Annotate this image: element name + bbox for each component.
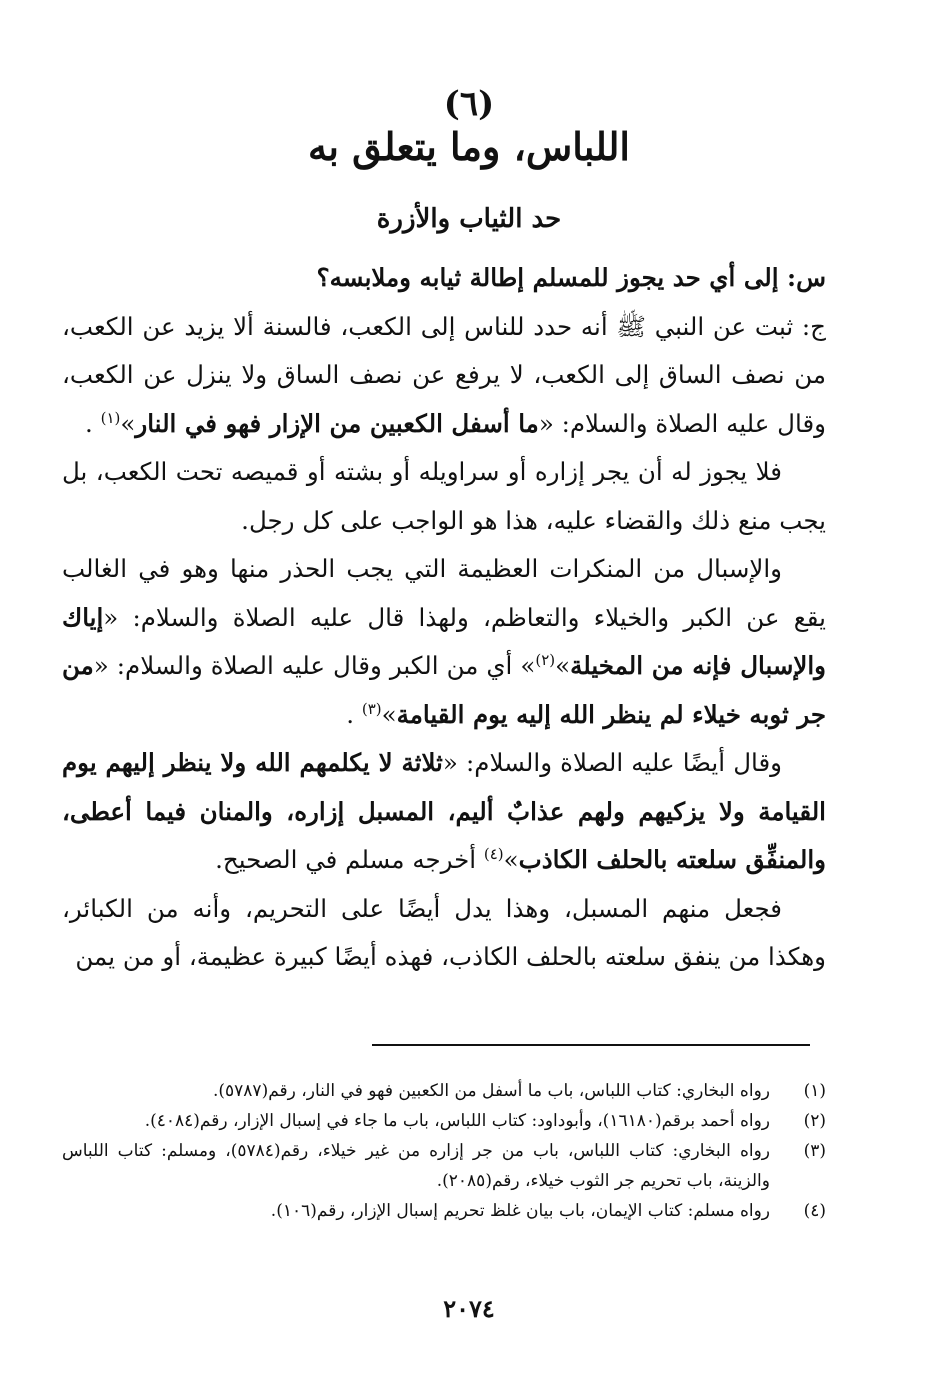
- body-text: [62, 254, 826, 982]
- footnote-text: رواه مسلم: كتاب الإيمان، باب بيان غلظ تحريم إسبال الإزار، رقم(١٠٦).: [270, 1201, 770, 1221]
- footnote-ref-2[interactable]: (٢): [535, 650, 556, 669]
- close-quote: »: [381, 699, 397, 729]
- page-number: ٢٠٧٤: [443, 1294, 495, 1323]
- close-quote: »: [555, 651, 571, 680]
- answer-paragraph-4: [62, 739, 826, 885]
- hadith-quote-2: إياك والإسبال فإنه من المخيلة: [62, 602, 826, 680]
- footnote-number: (٢): [803, 1111, 826, 1131]
- answer-text: » أي من الكبر وقال عليه الصلاة والسلام: «: [93, 651, 536, 680]
- answer-text: وقال أيضًا عليه الصلاة والسلام: «: [442, 748, 782, 777]
- footnote-ref-1[interactable]: (١): [100, 408, 121, 427]
- chapter-title: اللباس، وما يتعلق به: [308, 124, 630, 169]
- footnote-item: [62, 1106, 826, 1136]
- footnote-item: [62, 1196, 826, 1226]
- answer-paragraph-5: فجعل منهم المسبل، وهذا يدل أيضًا على التحريم، وأنه من الكبائر، وهكذا من ينفق سلعته بالحلف الكاذب، فهذه أيضًا كبيرة عظيمة، أو من يمن: [62, 893, 826, 971]
- close-quote: »: [120, 408, 136, 438]
- footnote-ref-3[interactable]: (٣): [361, 699, 382, 718]
- answer-paragraph-1: [62, 303, 826, 449]
- answer-text: والإسبال من المنكرات العظيمة التي يجب الحذر منها وهو في الغالب يقع عن الكبر والخيلاء والتعاظم، ولهذا قال عليه الصلاة والسلام: «: [62, 554, 826, 632]
- punctuation: .: [346, 699, 362, 729]
- footnote-number: (٤): [803, 1201, 826, 1221]
- answer-paragraph-2: فلا يجوز له أن يجر إزاره أو سراويله أو بشته أو قميصه تحت الكعب، بل يجب منع ذلك والقضاء عليه، هذا هو الواجب على كل رجل.: [62, 457, 826, 535]
- footnote-text: رواه أحمد برقم(١٦١٨٠)، وأبوداود: كتاب اللباس، باب ما جاء في إسبال الإزار، رقم(٤٠٨٤).: [144, 1111, 770, 1131]
- footnote-item: [62, 1136, 826, 1196]
- question-paragraph: س: إلى أي حد يجوز للمسلم إطالة ثيابه وملابسه؟: [316, 263, 826, 292]
- hadith-quote-4: ثلاثة لا يكلمهم الله ولا ينظر إليهم يوم القيامة ولا يزكيهم ولهم عذابٌ أليم، المسبل إزاره، والمنان فيما أعطى، والمنفِّق سلعته بالحلف الكاذب: [62, 748, 826, 874]
- footnote-item: [62, 1076, 826, 1106]
- footnote-divider: [372, 1044, 810, 1046]
- footnotes: [62, 1076, 826, 1226]
- answer-text: أخرجه مسلم في الصحيح.: [215, 845, 484, 874]
- hadith-quote-1: ما أسفل الكعبين من الإزار فهو في النار: [135, 408, 539, 438]
- footnote-text: رواه البخاري: كتاب اللباس، باب من جر إزاره من غير خيلاء، رقم(٥٧٨٤)، ومسلم: كتاب اللباس والزينة، باب تحريم جر الثوب خيلاء، رقم(٢٠٨٥).: [62, 1141, 770, 1191]
- punctuation: .: [85, 408, 101, 438]
- footnote-text: رواه البخاري: كتاب اللباس، باب ما أسفل من الكعبين فهو في النار، رقم(٥٧٨٧).: [212, 1081, 770, 1101]
- chapter-number: (٦): [443, 84, 495, 124]
- close-quote: »: [503, 845, 519, 874]
- answer-text: ج: ثبت عن النبي ﷺ أنه حدد للناس إلى الكعب، فالسنة ألا يزيد عن الكعب، من نصف الساق إلى الكعب، لا يرفع عن نصف الساق ولا ينزل عن الكعب، وقال عليه الصلاة والسلام: «: [62, 311, 826, 438]
- hadith-quote-3: من جر ثوبه خيلاء لم ينظر الله إليه يوم القيامة: [62, 651, 826, 729]
- footnote-number: (١): [803, 1081, 826, 1101]
- section-title: حد الثياب والأزرة: [376, 204, 562, 234]
- footnote-ref-4[interactable]: (٤): [483, 844, 504, 863]
- footnote-number: (٣): [803, 1141, 826, 1161]
- answer-paragraph-3: [62, 545, 826, 739]
